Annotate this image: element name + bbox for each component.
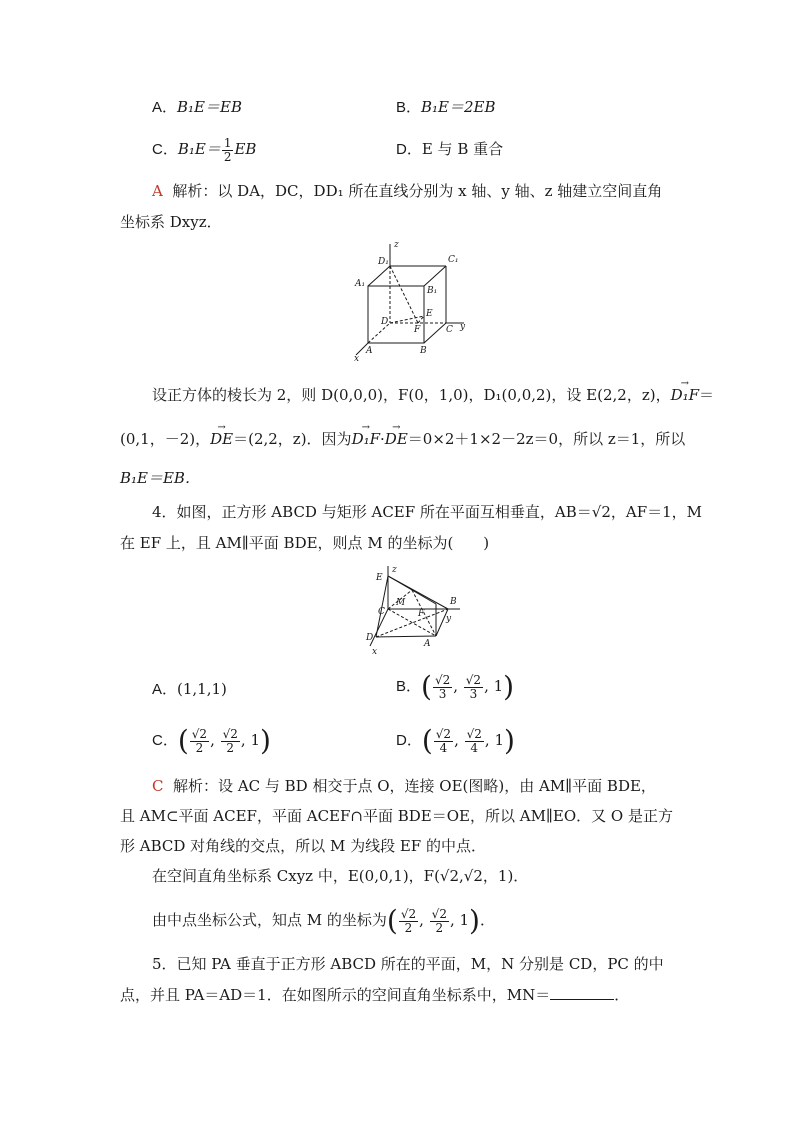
cube-figure: [340, 238, 470, 362]
q4-analysis-line2: 且 AM⊂平面 ACEF，平面 ACEF∩平面 BDE＝OE，所以 AM∥EO．又 O 是正方: [120, 807, 673, 825]
fraction: $\frac{1}{2}$: [223, 135, 232, 164]
q4-analysis-line3: 形 ABCD 对角线的交点，所以 M 为线段 EF 的中点．: [120, 837, 486, 855]
q4-analysis-line1: C 解析：设 AC 与 BD 相交于点 O，连接 OE(图略)，由 AM∥平面 BDE，: [152, 777, 656, 795]
q4-option-c: C．( $\frac{√2}{2}$ , $\frac{√2}{2}$ , 1): [152, 724, 271, 757]
label-x: x: [354, 354, 360, 362]
q3-line3: 设正方体的棱长为 2，则 D(0,0,0)，F(0，1,0)，D₁(0,0,2)，设 E(2,2，z)，→ D₁F＝: [152, 385, 714, 405]
label-e: E: [426, 309, 433, 319]
q4-stem-line2: 在 EF 上，且 AM∥平面 BDE，则点 M 的坐标为( ): [120, 534, 490, 552]
q4-answer: C: [152, 777, 164, 795]
vector-de: → DE: [385, 429, 408, 449]
line-d1f: [390, 266, 418, 323]
label-a: A: [424, 639, 431, 649]
q5-line2: 点，并且 PA＝AD＝1．在如图所示的空间直角坐标系中，MN＝ ．: [120, 986, 630, 1004]
q3-answer: A: [152, 182, 163, 200]
label-c: C: [378, 607, 385, 617]
q3-option-c: C．B₁E＝ $\frac{1}{2}$ EB: [152, 135, 257, 164]
label-d: D: [381, 317, 389, 327]
q3-analysis-line1: A 解析：以 DA，DC，DD₁ 所在直线分别为 x 轴、y 轴、z 轴建立空间直角: [152, 182, 663, 200]
answer-blank[interactable]: [550, 985, 614, 1000]
label-b: B: [420, 346, 427, 356]
vector-d1f: → D₁F: [671, 385, 699, 405]
vector-de: → DE: [210, 429, 233, 449]
label-y: y: [446, 614, 452, 624]
edge-da: [376, 636, 436, 637]
label-d: D: [366, 633, 374, 643]
label-x: x: [372, 647, 378, 656]
label-a1: A₁: [355, 279, 366, 289]
label-z: z: [394, 240, 399, 250]
label-f: F: [414, 325, 421, 335]
q4-stem-line1: 4．如图，正方形 ABCD 与矩形 ACEF 所在平面互相垂直，AB＝√2，AF＝1，M: [152, 503, 703, 521]
q3-line4: (0,1，－2)，→ DE＝(2,2，z)．因为→ D₁F·→ DE＝0×2＋1×2－2z＝0，所以 z＝1，所以: [120, 429, 685, 449]
q3-option-a: A．B₁E＝EB: [152, 98, 242, 116]
q4-option-d: D．( $\frac{√2}{4}$ , $\frac{√2}{4}$ , 1): [396, 724, 515, 757]
label-a: A: [366, 346, 373, 356]
label-y: y: [460, 322, 466, 332]
q4-option-a: A．(1,1,1): [152, 680, 227, 698]
q4-analysis-line5: 由中点坐标公式，知点 M 的坐标为( $\frac{√2}{2}$ , $\frac{√2}{2}$ , 1)．: [152, 904, 495, 937]
label-b1: B₁: [427, 286, 438, 296]
vector-d1f: → D₁F: [352, 429, 380, 449]
q4-option-b: B．( $\frac{√2}{3}$ , $\frac{√2}{3}$ , 1): [396, 670, 515, 703]
label-c1: C₁: [448, 255, 459, 265]
label-b: B: [450, 597, 457, 607]
q3-analysis-line2: 坐标系 Dxyz．: [120, 213, 222, 231]
q3-line5: B₁E＝EB．: [120, 469, 200, 487]
label-e: E: [376, 573, 383, 583]
q5-line1: 5．已知 PA 垂直于正方形 ABCD 所在的平面，M，N 分别是 CD，PC 的中: [152, 955, 664, 973]
q4-analysis-line4: 在空间直角坐标系 Cxyz 中，E(0,0,1)，F(√2,√2，1)．: [152, 867, 529, 885]
q4-figure: [358, 564, 468, 656]
label-d1: D₁: [378, 257, 389, 267]
q3-option-b: B．B₁E＝2EB: [396, 98, 496, 116]
label-m: M: [396, 598, 406, 608]
label-z: z: [392, 565, 397, 575]
label-c: C: [446, 325, 453, 335]
label-f: F: [418, 609, 425, 619]
q3-option-d: D．E 与 B 重合: [396, 140, 504, 158]
